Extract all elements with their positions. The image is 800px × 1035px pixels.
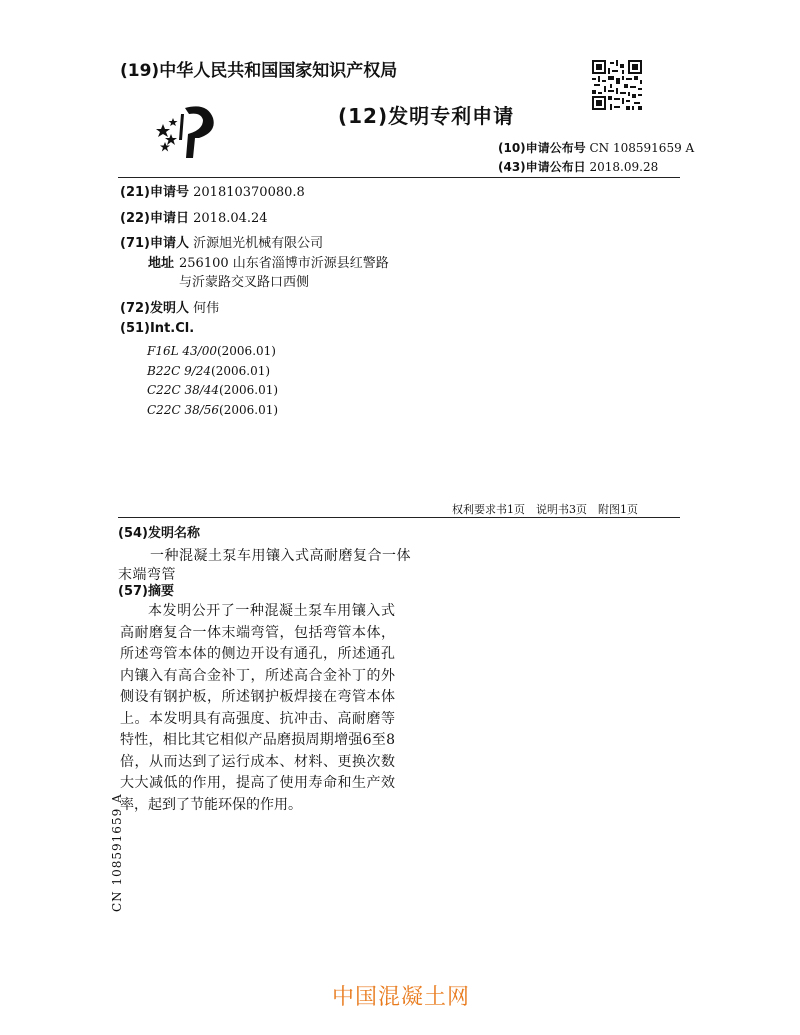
publication-date: 2018.09.28 — [589, 160, 659, 174]
ipc-version: (2006.01) — [216, 344, 276, 358]
ipc-label: (51)Int.Cl. — [120, 321, 195, 336]
applicant-label: (71)申请人 — [120, 236, 189, 251]
application-number-row — [120, 181, 305, 200]
header-divider — [118, 177, 680, 178]
application-date-row — [120, 207, 268, 226]
inventor-name: 何伟 — [193, 301, 220, 316]
ipc-version: (2006.01) — [219, 403, 279, 417]
application-date-label: (22)申请日 — [120, 211, 189, 226]
address-line-1: 256100 山东省淄博市沂源县红警路 — [179, 256, 389, 271]
applicant-name: 沂源旭光机械有限公司 — [193, 236, 324, 251]
ipc-code: C22C 38/56 — [147, 403, 220, 417]
ipc-code: C22C 38/44 — [147, 383, 220, 397]
publication-number: CN 108591659 A — [589, 141, 695, 155]
publication-number-row — [498, 139, 694, 156]
cnipa-logo — [155, 100, 225, 162]
ipc-entry — [147, 383, 278, 397]
application-date: 2018.04.24 — [193, 211, 268, 226]
page-count-info: 权利要求书1页 说明书3页 附图1页 — [452, 503, 638, 516]
ipc-code: B22C 9/24 — [147, 364, 212, 378]
inventor-row — [120, 297, 219, 316]
ipc-version: (2006.01) — [219, 383, 279, 397]
invention-title-label: (54)发明名称 — [118, 526, 200, 541]
ipc-label-row — [120, 321, 194, 336]
ipc-entry — [147, 403, 278, 417]
ipc-version: (2006.01) — [211, 364, 271, 378]
invention-title-line-2: 末端弯管 — [118, 567, 176, 583]
document-type-title: (12)发明专利申请 — [338, 104, 515, 128]
publication-date-label: (43)申请公布日 — [498, 160, 586, 174]
address-line-2: 与沂蒙路交叉路口西侧 — [179, 275, 310, 290]
publication-number-label: (10)申请公布号 — [498, 141, 586, 155]
ipc-code: F16L 43/00 — [147, 344, 217, 358]
inventor-label: (72)发明人 — [120, 301, 189, 316]
section-divider — [118, 517, 680, 518]
office-name: (19)中华人民共和国国家知识产权局 — [120, 61, 398, 81]
abstract-text: 本发明公开了一种混凝土泵车用镶入式高耐磨复合一体末端弯管，包括弯管本体，所述弯管本体的侧边开设有通孔，所述通孔内镶入有高合金补丁，所述高合金补丁的外侧设有钢护板，所述钢护板焊接在弯管本体上。本发明具有高强度、抗冲击、高耐磨等特性，相比其它相似产品磨损周期增强6至8倍，从而达到了运行成本、材料、更换次数大大减低的作用，提高了使用寿命和生产效率，起到了节能环保的作用。 — [120, 603, 395, 813]
invention-title-line-1: 一种混凝土泵车用镶入式高耐磨复合一体 — [150, 548, 411, 564]
watermark-text: 中国混凝土网 — [332, 985, 471, 1010]
abstract-label: (57)摘要 — [118, 584, 174, 599]
ipc-entry — [147, 344, 276, 358]
ipc-entry — [147, 364, 270, 378]
qr-code-icon — [592, 60, 642, 110]
application-number: 201810370080.8 — [193, 185, 305, 200]
publication-date-row — [498, 158, 658, 175]
application-number-label: (21)申请号 — [120, 185, 189, 200]
side-publication-number: CN 108591659 A — [110, 793, 124, 912]
address-label: 地址 — [148, 256, 175, 271]
applicant-row — [120, 232, 323, 251]
